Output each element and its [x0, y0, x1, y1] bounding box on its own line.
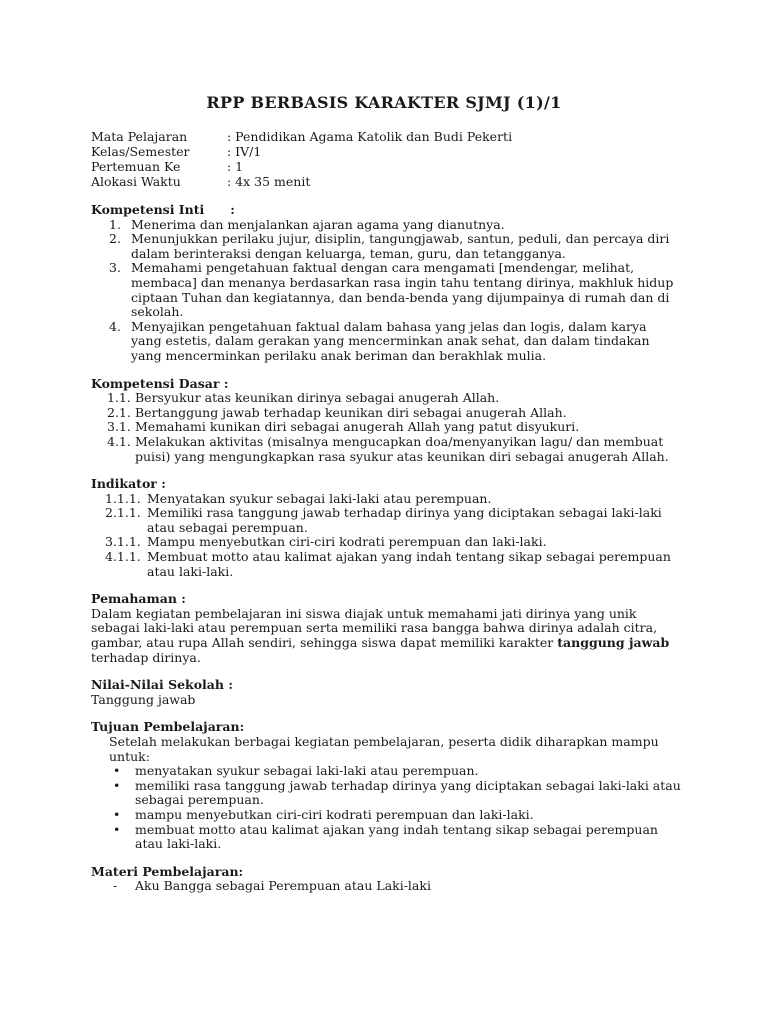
info-label: Pertemuan Ke — [91, 159, 181, 174]
info-value: : 1 — [227, 159, 244, 174]
list-item — [91, 808, 681, 823]
section-tujuan — [91, 720, 681, 851]
item-text: Bersyukur atas keunikan dirinya sebagai anugerah Allah. — [135, 390, 500, 406]
list-item — [91, 406, 681, 421]
section-heading — [91, 203, 681, 218]
document-body — [91, 130, 681, 894]
section-kompetensi-dasar — [91, 377, 681, 465]
info-label: Alokasi Waktu — [91, 174, 181, 189]
list-item — [91, 823, 681, 852]
tujuan-intro: Setelah melakukan berbagai kegiatan pembelajaran, peserta didik diharapkan mampu untuk: — [109, 734, 659, 764]
dash-icon: - — [113, 878, 118, 894]
item-number: 4.1. — [107, 433, 131, 449]
item-text: mampu menyebutkan ciri-ciri kodrati perempuan dan laki-laki. — [135, 806, 534, 822]
item-text: Memahami pengetahuan faktual dengan cara mengamati [mendengar, melihat, membaca] dan menanya berdasarkan rasa ingin tahu tentang dirinya, makhluk hidup ciptaan Tuhan dan kegiatannya, dan benda-benda yang dijumpainya di rumah dan di sekolah. — [131, 260, 674, 320]
item-text: Menerima dan menjalankan ajaran agama yang dianutnya. — [131, 216, 505, 232]
bullet-icon: • — [113, 763, 121, 779]
list-item — [91, 232, 681, 261]
info-row — [91, 130, 681, 145]
bullet-icon: • — [113, 777, 121, 793]
item-number: 1.1.1. — [105, 490, 141, 506]
section-nilai-sekolah — [91, 678, 681, 707]
info-value: : IV/1 — [227, 144, 262, 159]
pemahaman-paragraph — [91, 607, 681, 665]
item-number: 3. — [109, 260, 121, 276]
item-number: 1.1. — [107, 390, 131, 406]
list-item — [91, 879, 681, 894]
info-value: : 4x 35 menit — [227, 174, 311, 189]
item-text: Bertanggung jawab terhadap keunikan diri sebagai anugerah Allah. — [135, 404, 567, 420]
item-number: 4. — [109, 318, 121, 334]
info-value: : Pendidikan Agama Katolik dan Budi Pekerti — [227, 129, 513, 144]
item-number: 2.1. — [107, 404, 131, 420]
nilai-value: Tanggung jawab — [91, 691, 196, 707]
item-number: 3.1.1. — [105, 534, 141, 550]
list-item — [91, 764, 681, 779]
list-item — [91, 492, 681, 507]
document-title: RPP BERBASIS KARAKTER SJMJ (1)/1 — [206, 93, 562, 112]
section-heading: Nilai-Nilai Sekolah : — [91, 677, 233, 693]
list-item — [91, 420, 681, 435]
bullet-icon: • — [113, 806, 121, 822]
section-heading: Indikator : — [91, 476, 166, 492]
item-number: 2. — [109, 231, 121, 247]
section-materi — [91, 865, 681, 894]
section-heading: Kompetensi Dasar : — [91, 375, 229, 391]
heading-colon: : — [230, 202, 235, 217]
section-heading: Materi Pembelajaran: — [91, 863, 244, 879]
list-item — [91, 391, 681, 406]
item-text: Melakukan aktivitas (misalnya mengucapkan doa/menyanyikan lagu/ dan membuat puisi) yang mengungkapkan rasa syukur atas keunikan diri sebagai anugerah Allah. — [135, 433, 669, 464]
bullet-icon: • — [113, 821, 121, 837]
list-item — [91, 435, 681, 464]
item-text: menyatakan syukur sebagai laki-laki atau perempuan. — [135, 763, 479, 779]
item-number: 4.1.1. — [105, 549, 141, 565]
section-heading: Tujuan Pembelajaran: — [91, 719, 245, 735]
item-number: 2.1.1. — [105, 505, 141, 521]
info-row — [91, 145, 681, 160]
paragraph-text-end: terhadap dirinya. — [91, 649, 201, 665]
list-item — [91, 535, 681, 550]
info-label: Kelas/Semester — [91, 144, 190, 159]
section-indikator — [91, 477, 681, 579]
list-item — [91, 550, 681, 579]
item-text: Memiliki rasa tanggung jawab terhadap dirinya yang diciptakan sebagai laki-laki atau sebagai perempuan. — [147, 505, 662, 535]
section-pemahaman — [91, 592, 681, 665]
paragraph-emphasis: tanggung jawab — [557, 635, 670, 651]
item-text: Mampu menyebutkan ciri-ciri kodrati perempuan dan laki-laki. — [147, 534, 547, 550]
item-text: Aku Bangga sebagai Perempuan atau Laki-laki — [135, 878, 431, 894]
paragraph-text: Dalam kegiatan pembelajaran ini siswa diajak untuk memahami jati dirinya yang unik sebagai laki-laki atau perempuan serta memiliki rasa bangga bahwa dirinya adalah citra, gambar, atau rupa Allah sendiri, sehingga siswa dapat memiliki karakter — [91, 605, 658, 651]
heading-text: Kompetensi Inti — [91, 202, 205, 217]
item-text: membuat motto atau kalimat ajakan yang indah tentang sikap sebagai perempuan atau laki-laki. — [135, 821, 658, 852]
info-block — [91, 130, 681, 190]
item-text: Menunjukkan perilaku jujur, disiplin, tangungjawab, santun, peduli, dan percaya diri dalam berinteraksi dengan keluarga, teman, guru, dan tetangganya. — [131, 231, 670, 261]
list-item — [91, 261, 681, 319]
info-row — [91, 175, 681, 190]
item-text: Menyatakan syukur sebagai laki-laki atau perempuan. — [147, 490, 492, 506]
list-item — [91, 506, 681, 535]
info-label: Mata Pelajaran — [91, 129, 188, 144]
list-item — [91, 218, 681, 233]
item-text: memiliki rasa tanggung jawab terhadap dirinya yang diciptakan sebagai laki-laki atau sebagai perempuan. — [135, 777, 681, 808]
list-item — [91, 320, 681, 364]
item-text: Memahami kunikan diri sebagai anugerah Allah yang patut disyukuri. — [135, 419, 580, 435]
info-row — [91, 160, 681, 175]
section-heading: Pemahaman : — [91, 591, 186, 607]
item-number: 1. — [109, 216, 121, 232]
item-number: 3.1. — [107, 419, 131, 435]
list-item — [91, 779, 681, 808]
item-text: Membuat motto atau kalimat ajakan yang indah tentang sikap sebagai perempuan atau laki-laki. — [147, 549, 671, 579]
item-text: Menyajikan pengetahuan faktual dalam bahasa yang jelas dan logis, dalam karya yang estetis, dalam gerakan yang mencerminkan anak sehat, dan dalam tindakan yang mencerminkan perilaku anak beriman dan berakhlak mulia. — [131, 318, 650, 363]
section-kompetensi-inti — [91, 203, 681, 364]
